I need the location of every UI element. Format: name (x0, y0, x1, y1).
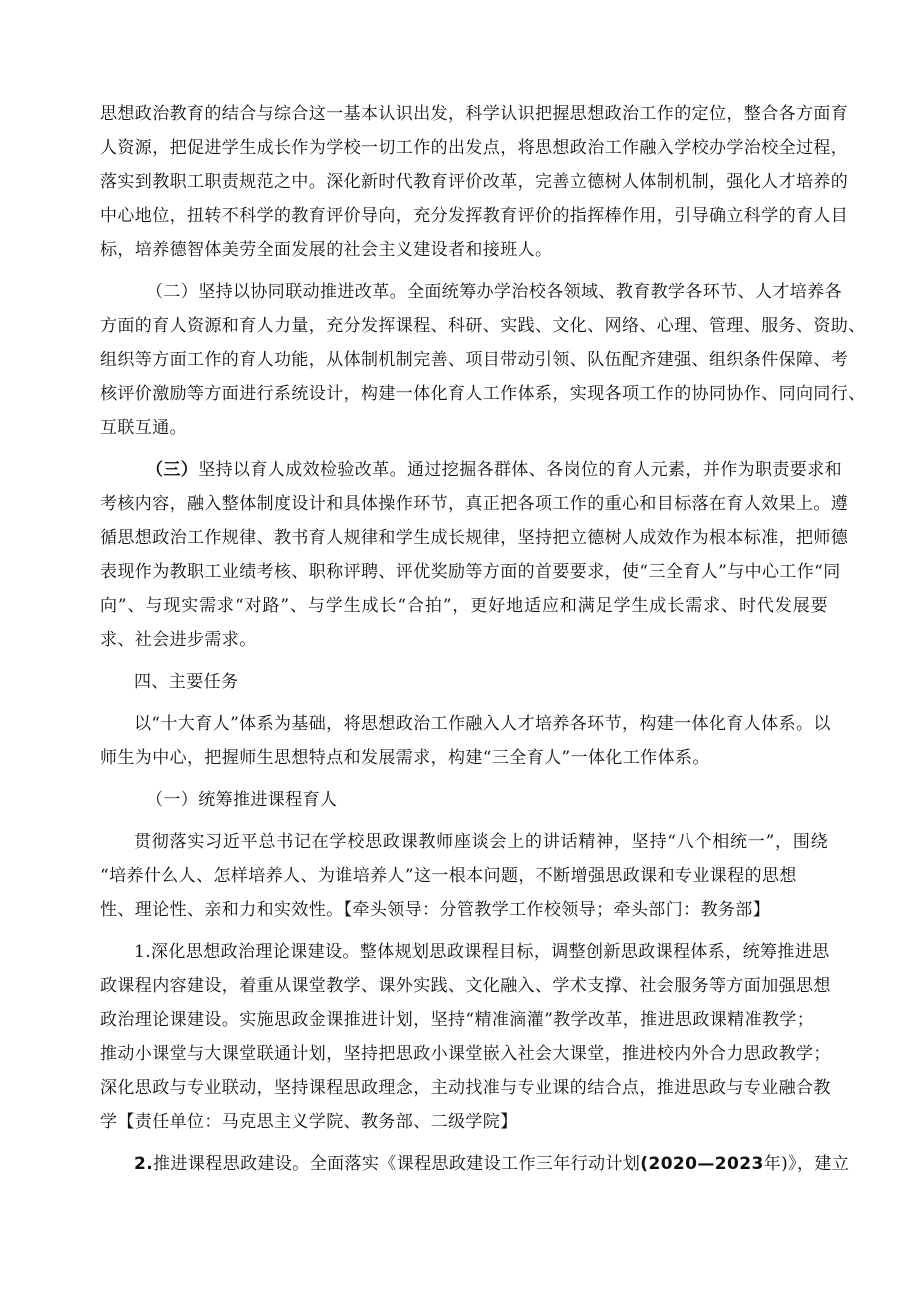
text-line: 贯彻落实习近平总书记在学校思政课教师座谈会上的讲话精神，坚持“八个相统一”，围绕 (134, 832, 828, 852)
text-line: 组织等方面工作的育人功能，从体制机制完善、项目带动引领、队伍配齐建强、组织条件保障、考 (100, 350, 849, 370)
bold-prefix: （三） (146, 460, 199, 480)
text-line: 中心地位，扭转不科学的教育评价导向，充分发挥教育评价的指挥棒作用，引导确立科学的育人目 (100, 206, 849, 226)
text-line: 思想政治教育的结合与综合这一基本认识出发，科学认识把握思想政治工作的定位，整合各方面育 (100, 104, 849, 124)
document-page (100, 97, 866, 1181)
text-line: 深化思政与专业联动，坚持课程思政理念，主动找准与专业课的结合点，推进思政与专业融合教 (100, 1078, 831, 1098)
text-line: 以“十大育人”体系为基础，将思想政治工作融入人才培养各环节，构建一体化育人体系。以 (134, 714, 831, 734)
text-line: 方面的育人资源和育人力量，充分发挥课程、科研、实践、文化、网络、心理、管理、服务、资助、 (100, 316, 866, 336)
bold-years: (2020—2023 (640, 1154, 764, 1174)
line-text: 推进课程思政建设。全面落实《课程思政建设工作三年行动计划 (153, 1154, 641, 1174)
text-line: 师生为中心，把握师生思想特点和发展需求，构建“三全育人”一体化工作体系。 (100, 748, 710, 768)
paragraph-gap (100, 657, 828, 665)
text-line (100, 453, 843, 487)
text-line: 核评价激励等方面进行系统设计，构建一体化育人工作体系，实现各项工作的协同协作、同向同行、 (100, 384, 866, 404)
text-line: （一）统筹推进课程育人 (146, 790, 338, 810)
text-line: 向”、与现实需求“对路”、与学生成长“合拍”，更好地适应和满足学生成长需求、时代发展要 (100, 596, 828, 616)
paragraph-gap (100, 267, 828, 275)
text-line: 落实到教职工职责规范之中。深化新时代教育评价改革，完善立德树人体制机制，强化人才培养的 (100, 172, 849, 192)
paragraph-gap (100, 445, 828, 453)
text-line: 政治理论课建设。实施思政金课推进计划，坚持“精准滴灌”教学改革，推进思政课精准教学； (100, 1010, 815, 1030)
paragraph-gap (100, 775, 828, 783)
text-line: 性、理论性、亲和力和实效性。【牵头领导：分管教学工作校领导；牵头部门：教务部】 (100, 900, 771, 920)
text-line: 政课程内容建设，着重从课堂教学、课外实践、文化融入、学术支撑、社会服务等方面加强思想 (100, 976, 831, 996)
text-line: 标，培养德智体美劳全面发展的社会主义建设者和接班人。 (100, 240, 553, 260)
text-line: 人资源，把促进学生成长作为学校一切工作的出发点，将思想政治工作融入学校办学治校全过程， (100, 138, 849, 158)
text-line: 1.深化思想政治理论课建设。整体规划思政课程目标，调整创新思政课程体系，统筹推进思 (134, 942, 830, 962)
text-line (100, 1147, 850, 1181)
text-line: 推动小课堂与大课堂联通计划，坚持把思政小课堂嵌入社会大课堂，推进校内外合力思政教学； (100, 1044, 831, 1064)
text-line: （二）坚持以协同联动推进改革。全面统筹办学治校各领域、教育教学各环节、人才培养各 (146, 282, 842, 302)
text-line: 求、社会进步需求。 (100, 630, 257, 650)
text-line: “培养什么人、怎样培养人、为谁培养人”这一根本问题，不断增强思政课和专业课程的思想 (100, 866, 797, 886)
bold-prefix: 2. (134, 1154, 154, 1174)
text-line: 学【责任单位：马克思主义学院、教务部、二级学院】 (100, 1112, 518, 1132)
paragraph-gap (100, 699, 828, 707)
text-line: 互联互通。 (100, 418, 187, 438)
text-line: 表现作为教职工业绩考核、职称评聘、评优奖励等方面的首要要求，使“三全育人”与中心工作“同 (100, 562, 841, 582)
text-line: 循思想政治工作规律、教书育人规律和学生成长规律，坚持把立德树人成效作为根本标准，把师德 (100, 528, 849, 548)
paragraph-gap (100, 817, 828, 825)
text-line: 考核内容，融入整体制度设计和具体操作环节，真正把各项工作的重心和目标落在育人效果上。遵 (100, 494, 849, 514)
paragraph-gap (100, 927, 828, 935)
paragraph-gap (100, 1139, 828, 1147)
line-text: 坚持以育人成效检验改革。通过挖掘各群体、各岗位的育人元素，并作为职责要求和 (198, 460, 843, 480)
line-text: 年)》，建立 (763, 1154, 850, 1174)
text-line: 四、主要任务 (134, 672, 239, 692)
